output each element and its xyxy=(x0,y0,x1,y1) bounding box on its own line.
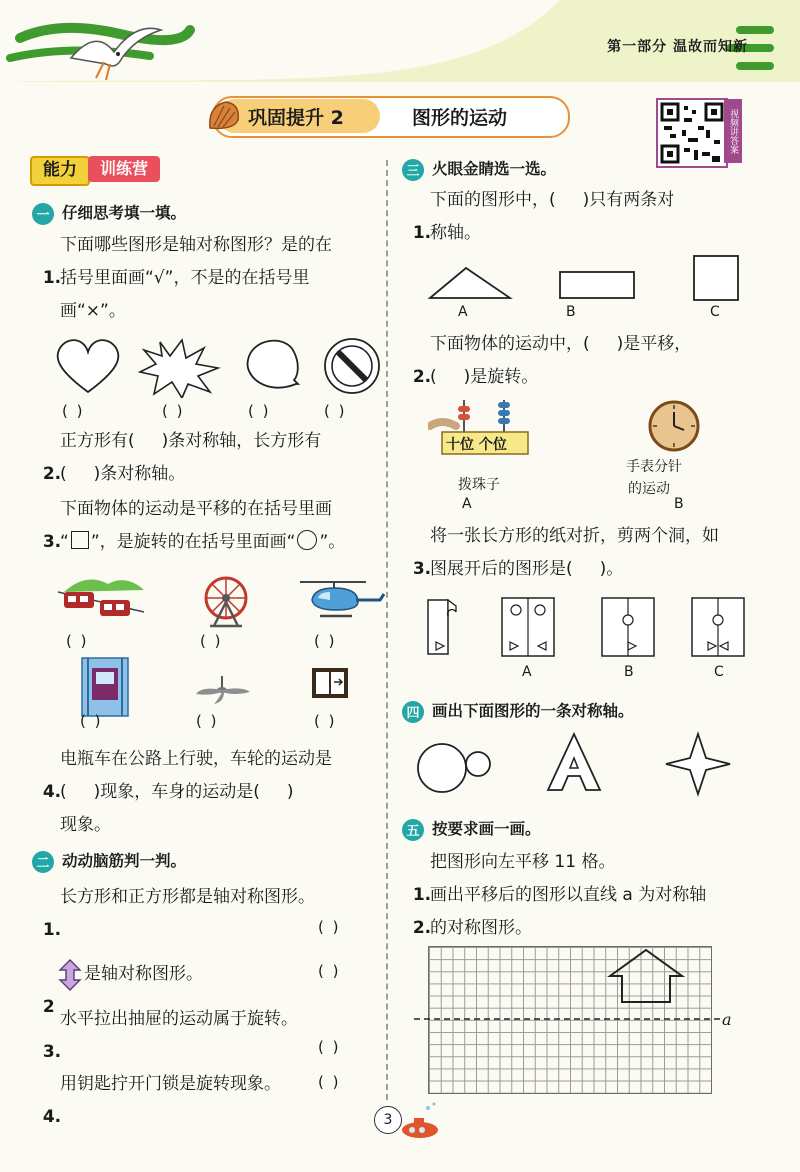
s2-q2-text: 是轴对称图形。 xyxy=(84,964,203,984)
ceiling-fan-icon xyxy=(196,676,250,704)
s1-q3-images xyxy=(56,572,386,732)
s5-q2-line2: 的对称图形。 xyxy=(430,918,532,938)
s2-q2-number: 2 xyxy=(42,997,55,1017)
shell-icon xyxy=(206,98,242,132)
s3-q1-shapes xyxy=(426,254,746,304)
s1-q1-answer-2[interactable]: ( ) xyxy=(162,402,185,420)
section1-title: 仔细思考填一填。 xyxy=(62,204,187,222)
s3-q1-label-b: B xyxy=(566,304,576,320)
four-point-star-icon xyxy=(666,734,730,794)
qr-code[interactable] xyxy=(656,98,728,168)
elevator-icon xyxy=(82,658,128,716)
lesson-number: 巩固提升 2 xyxy=(248,107,344,129)
unfolded-paper-b xyxy=(602,598,654,656)
s1-q3-answer-3[interactable]: ( ) xyxy=(314,632,337,650)
s1-q2-line1: 正方形有( )条对称轴，长方形有 xyxy=(60,431,322,451)
s3-q3-number: 3. xyxy=(412,559,432,579)
s2-q3-number: 3. xyxy=(42,1042,62,1062)
s1-q1-answer-3[interactable]: ( ) xyxy=(248,402,271,420)
badge-ability: 能力 xyxy=(30,156,90,186)
triangle-shape xyxy=(430,268,510,298)
s2-q4-text: 用钥匙拧开门锁是旋转现象。 xyxy=(60,1074,281,1094)
unfolded-paper-a xyxy=(502,598,554,656)
s1-q3-answer-6[interactable]: ( ) xyxy=(314,712,337,730)
s3-q3-line2: 图展开后的图形是( )。 xyxy=(430,559,624,579)
s1-q1-number: 1. xyxy=(42,268,62,288)
section2-heading xyxy=(32,849,186,873)
s1-q4-line1: 电瓶车在公路上行驶，车轮的运动是 xyxy=(60,749,332,769)
watch-caption-line2: 的运动 xyxy=(628,481,670,497)
square-icon xyxy=(71,531,89,549)
s3-q3-line1: 将一张长方形的纸对折，剪两个洞，如 xyxy=(430,526,719,546)
section4-title: 画出下面图形的一条对称轴。 xyxy=(432,702,634,720)
s3-q1-line2: 称轴。 xyxy=(430,223,481,243)
s2-q4-number: 4. xyxy=(42,1107,62,1127)
section3-number: 三 xyxy=(402,159,424,181)
s1-q1-line2: 括号里面画“√”，不是的在括号里 xyxy=(60,268,310,288)
s4-shapes xyxy=(412,730,742,802)
section5-heading xyxy=(402,817,541,841)
section2-number: 二 xyxy=(32,851,54,873)
s2-q1-answer[interactable]: ( ) xyxy=(318,918,341,936)
unfolded-paper-c xyxy=(692,598,744,656)
section5-number: 五 xyxy=(402,819,424,841)
s1-q3-answer-1[interactable]: ( ) xyxy=(66,632,89,650)
s1-q3-line1: 下面物体的运动是平移的在括号里画 xyxy=(60,499,332,519)
s1-q4-number: 4. xyxy=(42,782,62,802)
folded-paper-icon xyxy=(428,600,456,654)
submarine-icon xyxy=(398,1100,446,1140)
s3-q1-label-a: A xyxy=(458,304,468,320)
s5-q1-number: 1. xyxy=(412,885,432,905)
ferris-wheel-icon xyxy=(206,578,246,626)
s1-q1-line3: 画“×”。 xyxy=(60,301,126,321)
s1-q2-number: 2. xyxy=(42,464,62,484)
s1-q1-line1: 下面哪些图形是轴对称图形？是的在 xyxy=(60,235,332,255)
s2-q3-answer[interactable]: ( ) xyxy=(318,1038,341,1056)
page-number: 3 xyxy=(374,1106,402,1134)
ability-badge xyxy=(30,156,158,182)
s3-q2-label-a: A xyxy=(462,496,472,512)
badge-camp: 训练营 xyxy=(88,156,160,182)
s1-q4-line3: 现象。 xyxy=(60,815,111,835)
s1-q3-mid: ”，是旋转的在括号里面画“ xyxy=(90,532,296,552)
qr-caption: 视频讲答案 xyxy=(724,99,742,163)
lesson-title-left xyxy=(218,99,380,133)
s5-q2-number: 2. xyxy=(412,918,432,938)
watch-caption-line1: 手表分针 xyxy=(626,459,682,475)
s5-q1-text: 把图形向左平移 11 格。 xyxy=(430,852,616,872)
s3-q2-line1: 下面物体的运动中，( )是平移， xyxy=(430,334,692,354)
s3-q1-number: 1. xyxy=(412,223,432,243)
qr-pattern-icon xyxy=(658,100,726,166)
sliding-window-icon xyxy=(312,668,348,698)
s3-q1-line1: 下面的图形中，( )只有两条对 xyxy=(430,190,675,210)
rectangle-shape xyxy=(560,272,634,298)
s2-q4 xyxy=(32,1068,281,1167)
s3-q3-label-b: B xyxy=(624,664,634,680)
seagull-icon xyxy=(66,18,166,84)
s3-q1-label-c: C xyxy=(710,304,720,320)
abacus-place-label: 十位 个位 xyxy=(446,437,507,453)
s1-q4-line2: ( )现象，车身的运动是( ) xyxy=(60,782,294,802)
letter-a-outline-icon xyxy=(548,734,600,790)
abacus-caption: 拨珠子 xyxy=(458,477,500,493)
section4-number: 四 xyxy=(402,701,424,723)
s1-q3-answer-4[interactable]: ( ) xyxy=(80,712,103,730)
house-shape xyxy=(610,950,682,1002)
section1-number: 一 xyxy=(32,203,54,225)
helicopter-icon xyxy=(300,582,384,616)
s1-q3-line2 xyxy=(60,526,345,559)
arrow-shape-icon xyxy=(56,958,84,992)
s1-q3-number: 3. xyxy=(42,532,62,552)
cable-car-icon xyxy=(58,580,144,617)
s1-q3-answer-2[interactable]: ( ) xyxy=(200,632,223,650)
s3-q3-label-c: C xyxy=(714,664,724,680)
s3-q2-label-b: B xyxy=(674,496,684,512)
two-circles-icon xyxy=(418,744,490,792)
s2-q3-text: 水平拉出抽屉的运动属于旋转。 xyxy=(60,1009,298,1029)
section1-heading xyxy=(32,201,186,225)
circle-icon xyxy=(297,530,317,550)
watch-icon xyxy=(640,400,708,456)
page-header xyxy=(0,0,800,82)
s3-q2-line2: ( )是旋转。 xyxy=(430,367,539,387)
axis-label-a: a xyxy=(722,1010,732,1029)
s1-q2-line2: ( )条对称轴。 xyxy=(60,464,186,484)
s3-q3-label-a: A xyxy=(522,664,532,680)
s2-q1-number: 1. xyxy=(42,920,62,940)
speech-bubble-icon xyxy=(248,341,298,388)
s1-q1-shapes xyxy=(50,334,380,398)
section2-title: 动动脑筋判一判。 xyxy=(62,852,187,870)
s1-q1-answer-4[interactable]: ( ) xyxy=(324,402,347,420)
grid-overlay xyxy=(410,946,730,1094)
section5-title: 按要求画一画。 xyxy=(432,820,541,838)
section4-heading xyxy=(402,699,634,723)
heart-icon xyxy=(58,340,119,392)
square-shape xyxy=(694,256,738,300)
s2-q1-text: 长方形和正方形都是轴对称图形。 xyxy=(60,887,315,907)
section3-heading xyxy=(402,157,556,181)
s3-q3-papers xyxy=(426,594,748,660)
s1-q1-answer-1[interactable]: ( ) xyxy=(62,402,85,420)
s1-q3-open-quote: “ xyxy=(60,532,69,552)
s5-q2-line1: 画出平移后的图形以直线 a 为对称轴 xyxy=(430,885,707,905)
no-entry-sign-icon xyxy=(325,339,379,393)
s3-q2-number: 2. xyxy=(412,367,432,387)
column-divider xyxy=(386,160,388,1100)
section3-title: 火眼金睛选一选。 xyxy=(432,160,557,178)
s1-q3-close-quote: ”。 xyxy=(319,532,346,552)
s2-q2-answer[interactable]: ( ) xyxy=(318,962,341,980)
s2-q4-answer[interactable]: ( ) xyxy=(318,1073,341,1091)
lesson-topic: 图形的运动 xyxy=(412,107,508,129)
s1-q3-answer-5[interactable]: ( ) xyxy=(196,712,219,730)
part-label: 第一部分 温故而知新 xyxy=(607,39,748,55)
explosion-icon xyxy=(140,340,218,398)
